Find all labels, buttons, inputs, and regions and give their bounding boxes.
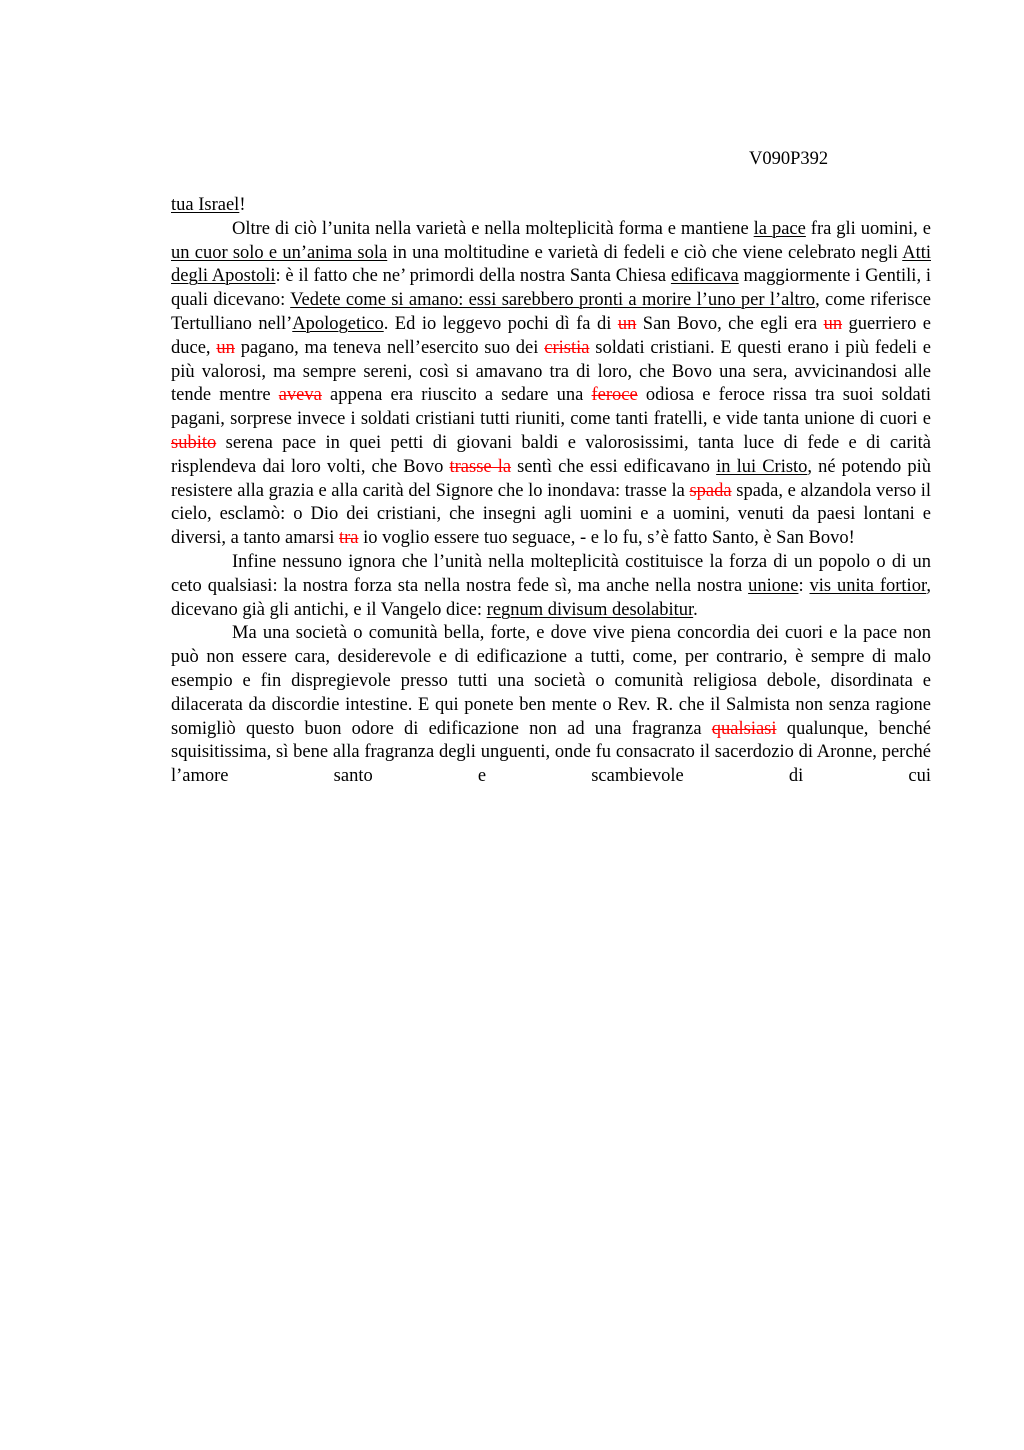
paragraph-2 xyxy=(171,218,931,551)
struck-correction: un xyxy=(823,313,843,334)
underlined-text: Vedete come si amano: essi sarebbero pronti a morire l’uno per l’altro xyxy=(290,290,816,311)
struck-correction: un xyxy=(617,313,637,334)
text-run: spada, e alzandola verso il cielo, esclamò: o Dio dei cristiani, che insegni agli uomini e a uomini, venuti da paesi lontani e diversi, a tanto amarsi xyxy=(171,480,931,549)
text-run: soldati cristiani. E questi erano i più fedeli e più valorosi, ma sempre sereni, così si amavano tra di loro, che Bovo una sera, avvicinandosi alle tende mentre xyxy=(171,337,931,406)
paragraph-4 xyxy=(171,622,931,789)
text-run: pagano, ma teneva nell’esercito suo dei xyxy=(234,337,545,358)
struck-correction: spada xyxy=(689,480,732,501)
text-run: . xyxy=(693,599,698,620)
text-run: appena era riuscito a sedare una xyxy=(321,385,592,406)
underlined-text: edificava xyxy=(670,266,739,287)
text-run: serena pace in quei petti di giovani baldi e valorosissimi, tanta luce di fede e di carità risplendeva dai loro volti, che Bovo xyxy=(171,432,931,477)
text-run: Oltre di ciò l’unita nella varietà e nella molteplicità forma e mantiene xyxy=(232,218,754,239)
text-run: , né potendo più resistere alla grazia e alla carità del Signore che lo inondava: trasse la xyxy=(171,456,931,501)
struck-correction: un xyxy=(216,337,235,358)
text-run: Infine nessuno ignora che l’unità nella molteplicità costituisce la forza di un popolo o di un ceto qualsiasi: la nostra forza sta nella nostra fede sì, ma anche nella nostra xyxy=(171,551,931,596)
underlined-text: unione xyxy=(748,575,799,596)
text-run: guerriero e duce, xyxy=(171,313,931,358)
paragraph-1 xyxy=(171,194,931,218)
underlined-text: tua Israel xyxy=(171,195,240,215)
text-run: qualunque, benché squisitissima, sì bene alla fragranza degli unguenti, onde fu consacrato il sacerdozio di Aronne, perché l’amore santo e scambievole di cui xyxy=(171,718,931,787)
struck-correction: trasse la xyxy=(449,456,512,477)
underlined-text: regnum divisum desolabitur xyxy=(486,599,694,620)
struck-correction: tra xyxy=(339,528,359,549)
text-run: maggiormente i Gentili, i quali dicevano: xyxy=(171,266,931,311)
underlined-text: la pace xyxy=(753,218,806,239)
text-run: , come riferisce Tertulliano nell’ xyxy=(171,290,931,334)
underlined-text: Atti degli Apostoli xyxy=(171,242,931,287)
text-run: Ma una società o comunità bella, forte, e dove vive piena concordia dei cuori e la pace non può non essere cara, desiderevole e di edificazione a tutti, come, per contrario, è sempre di malo esempio e fin dispregievole presso tutti una società o comunità religiosa debole, disordinata e dilacerata da discordie intestine. E qui ponete ben mente o Rev. R. che il Salmista non senza ragione somigliò questo buon odore di edificazione non ad una fragranza xyxy=(171,623,931,739)
text-run: : è il fatto che ne’ primordi della nostra Santa Chiesa xyxy=(275,266,671,287)
text-run: . Ed io leggevo pochi dì fa di xyxy=(383,313,618,334)
struck-correction: feroce xyxy=(591,385,638,406)
text-run: San Bovo, che egli era xyxy=(636,313,824,334)
underlined-text: un cuor solo e un’anima sola xyxy=(171,242,388,263)
struck-correction: subito xyxy=(171,432,217,453)
text-run: fra gli uomini, e xyxy=(805,218,931,239)
text-run: in una moltitudine e varietà di fedeli e ciò che viene celebrato negli xyxy=(387,242,903,263)
paragraph-3 xyxy=(171,551,931,622)
text-run: odiosa e feroce rissa tra suoi soldati pagani, sorprese invece i soldati cristiani tutti riuniti, come tanti fratelli, e vide tanta unione di cuori e xyxy=(171,385,932,430)
struck-correction: aveva xyxy=(278,385,322,406)
underlined-text: vis unita fortior xyxy=(809,575,927,596)
page-identifier: V090P392 xyxy=(749,149,829,169)
text-run: : xyxy=(798,575,810,596)
underlined-text: Apologetico xyxy=(292,313,384,334)
text-run: , dicevano già gli antichi, e il Vangelo dice: xyxy=(171,575,931,620)
document-body xyxy=(171,194,931,789)
struck-correction: qualsiasi xyxy=(711,718,777,739)
text-run: io voglio essere tuo seguace, - e lo fu, s’è fatto Santo, è San Bovo! xyxy=(358,528,855,549)
text-run: ! xyxy=(239,195,246,215)
struck-correction: cristia xyxy=(544,337,590,358)
underlined-text: in lui Cristo xyxy=(716,456,808,477)
text-run: sentì che essi edificavano xyxy=(511,456,717,477)
